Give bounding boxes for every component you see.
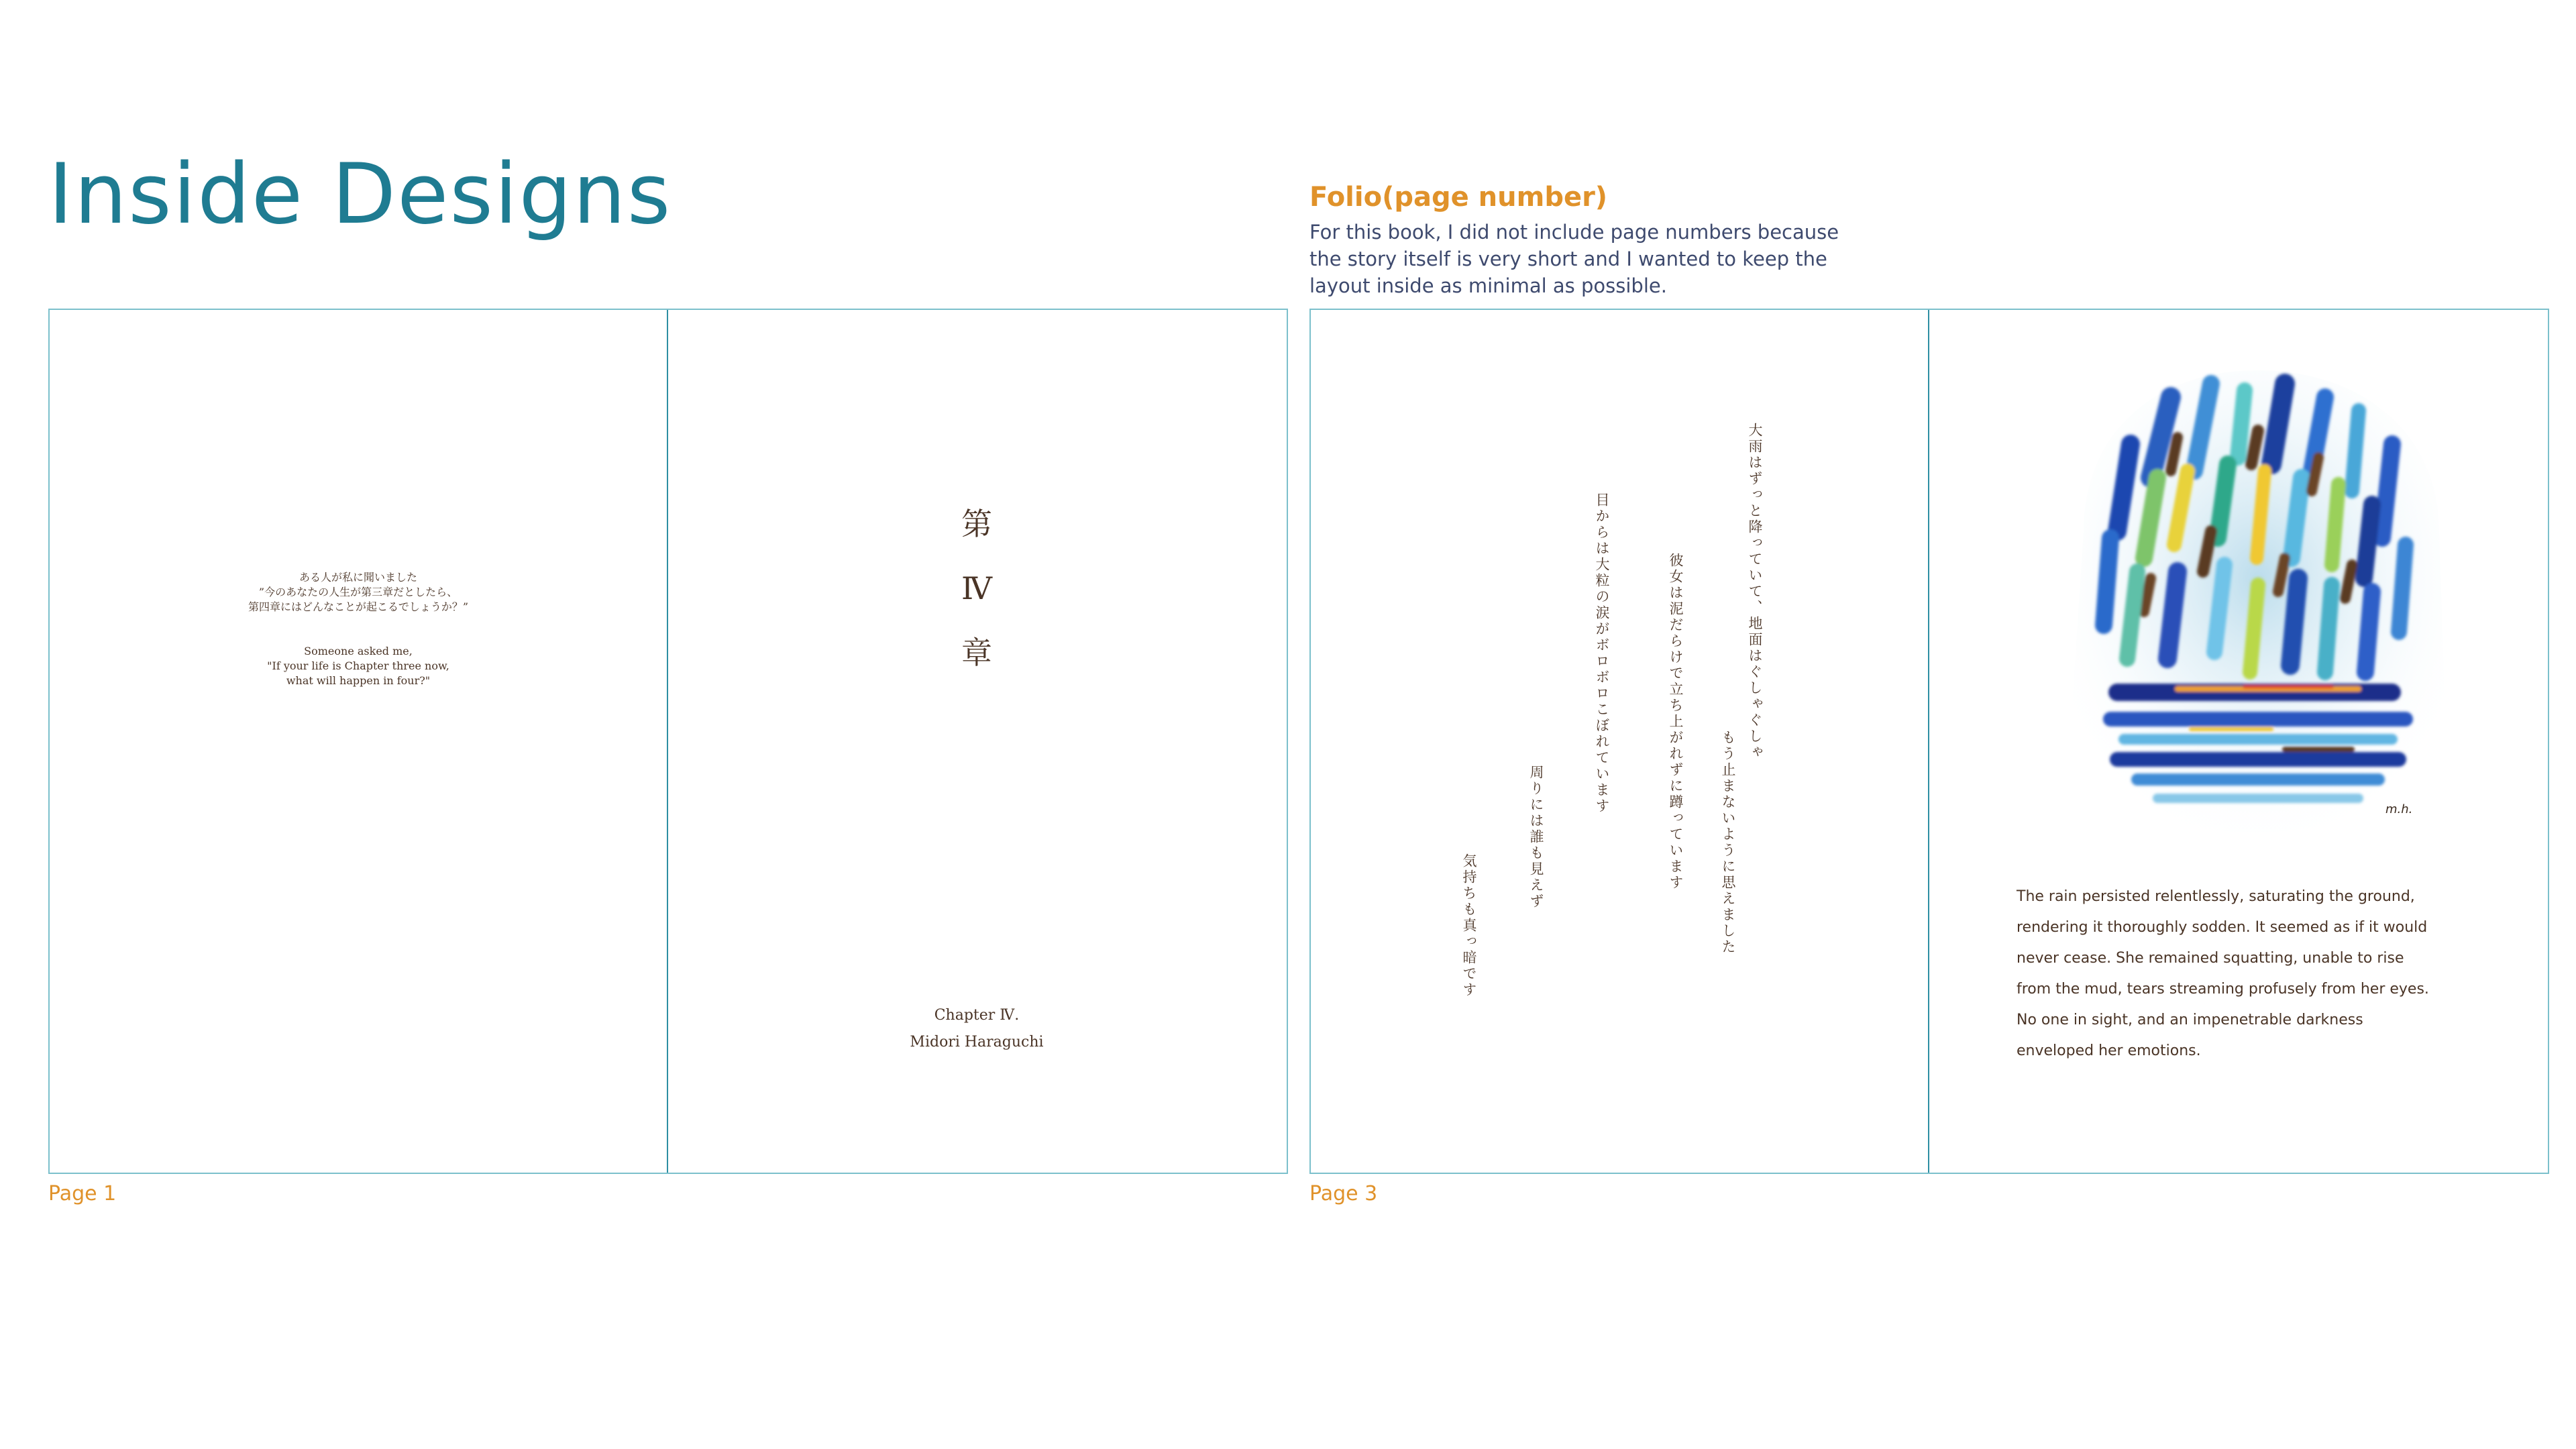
epigraph-japanese [50, 570, 667, 614]
page-title: Inside Designs [48, 146, 672, 243]
author-name: Midori Haraguchi [910, 1034, 1044, 1051]
poem-column: もう止まないように思えました [1720, 730, 1736, 955]
poem-column: 彼女は泥だらけで立ち上がれずに蹲っています [1668, 553, 1684, 891]
epigraph-en-line: "If your life is Chapter three now, [267, 659, 449, 672]
poem-column: 大雨はずっと降っていて、地面はぐしゃぐしゃ [1747, 423, 1763, 761]
rain-painting-illustration [2043, 357, 2466, 853]
epigraph-jp-line: ”今のあなたの人生が第三章だとしたら、 [258, 586, 458, 598]
spread-gutter [1928, 310, 1929, 1173]
english-passage [2017, 881, 2486, 1067]
poem-column: 目からは大粒の涙がボロボロこぼれています [1594, 492, 1610, 814]
poem-column: 気持ちも真っ暗です [1461, 853, 1477, 998]
english-line: No one in sight, and an impenetrable darkness [2017, 1012, 2363, 1028]
english-line: from the mud, tears streaming profusely from her eyes. [2017, 981, 2429, 998]
epigraph-en-line: Someone asked me, [304, 645, 413, 657]
folio-note-body: For this book, I did not include page numbers because the story itself is very short and I wanted to keep the layout inside as minimal as possible. [1309, 221, 1839, 297]
english-line: The rain persisted relentlessly, saturating the ground, [2017, 888, 2415, 905]
chapter-credit [667, 1002, 1287, 1056]
epigraph-quote [50, 570, 667, 688]
epigraph-jp-line: 第四章にはどんなことが起こるでしょうか？” [248, 600, 469, 613]
chapter-label: Chapter Ⅳ. [934, 1007, 1020, 1024]
page-label-1: Page 1 [48, 1182, 117, 1205]
poem-column: 周りには誰も見えず [1528, 765, 1544, 910]
painting-signature: m.h. [2385, 802, 2413, 816]
english-line: rendering it thoroughly sodden. It seemed as if it would [2017, 919, 2428, 936]
chapter-char: 第 [961, 506, 992, 542]
folio-note [1309, 181, 1860, 299]
epigraph-english [50, 644, 667, 688]
chapter-char: 章 [961, 635, 992, 671]
epigraph-en-line: what will happen in four?" [286, 674, 431, 687]
spread-page-1 [48, 309, 1288, 1174]
page-label-3: Page 3 [1309, 1182, 1378, 1205]
chapter-char: Ⅳ [961, 570, 992, 606]
folio-note-heading: Folio(page number) [1309, 182, 1608, 213]
spread-page-3 [1309, 309, 2549, 1174]
english-line: enveloped her emotions. [2017, 1042, 2201, 1059]
epigraph-jp-line: ある人が私に聞いました [299, 571, 417, 584]
english-line: never cease. She remained squatting, unable to rise [2017, 950, 2404, 967]
